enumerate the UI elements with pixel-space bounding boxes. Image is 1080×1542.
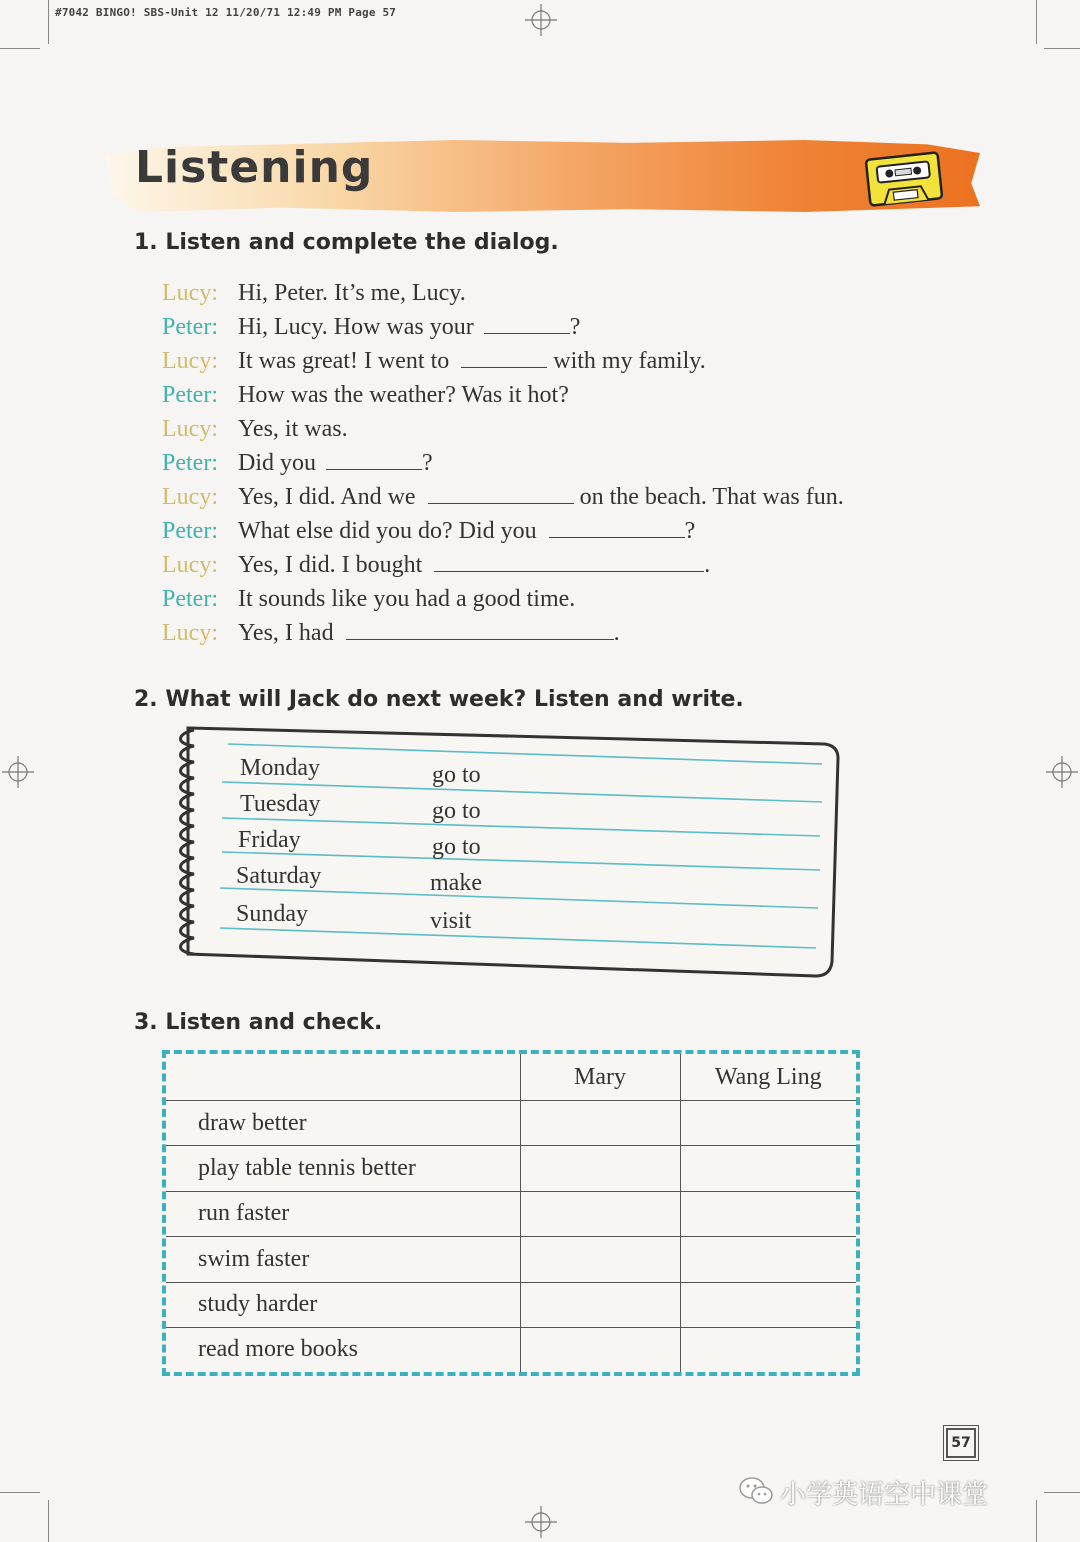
- schedule-day: Tuesday: [240, 791, 321, 817]
- registration-mark-icon: [2, 756, 34, 788]
- dialog-text: Yes, it was.: [238, 416, 348, 442]
- section-1-heading: [134, 230, 559, 255]
- check-cell[interactable]: [680, 1101, 856, 1146]
- speaker-label: Lucy:: [162, 348, 218, 374]
- activity-label: study harder: [166, 1282, 520, 1327]
- section-title: What will Jack do next week? Listen and write.: [165, 687, 744, 712]
- table-row: [166, 1191, 856, 1236]
- speaker-label: Lucy:: [162, 484, 218, 510]
- dialog-text: How was the weather? Was it hot?: [238, 382, 569, 408]
- crop-mark: [1044, 48, 1080, 49]
- section-title: Listen and check.: [165, 1010, 383, 1035]
- watermark: 小学英语空中课堂: [780, 1480, 989, 1510]
- dialog-text: ?: [422, 450, 433, 476]
- dialog-text: Yes, I had: [238, 620, 334, 646]
- schedule-day: Friday: [238, 827, 301, 853]
- activity-label: run faster: [166, 1191, 520, 1236]
- table-header-wang-ling: Wang Ling: [680, 1054, 856, 1101]
- section-title: Listen and complete the dialog.: [165, 230, 559, 255]
- dialog-line: [162, 446, 433, 480]
- schedule-prompt: visit: [430, 908, 472, 934]
- check-cell[interactable]: [520, 1282, 680, 1327]
- dialog-text: It sounds like you had a good time.: [238, 586, 576, 612]
- check-cell[interactable]: [520, 1237, 680, 1282]
- dialog-line: [162, 344, 706, 378]
- crop-mark: [48, 1500, 49, 1542]
- table-header-mary: Mary: [520, 1054, 680, 1101]
- dialog-text: It was great! I went to: [238, 348, 450, 374]
- table-row: [166, 1101, 856, 1146]
- section-3-heading: [134, 1010, 382, 1035]
- answer-blank[interactable]: [346, 619, 614, 640]
- speaker-label: Peter:: [162, 518, 218, 544]
- crop-mark: [48, 0, 49, 44]
- activity-label: play table tennis better: [166, 1146, 520, 1191]
- answer-blank[interactable]: [461, 347, 547, 368]
- page-title: Listening: [135, 142, 374, 193]
- section-number: 3.: [134, 1010, 158, 1035]
- check-cell[interactable]: [520, 1101, 680, 1146]
- activity-label: read more books: [166, 1327, 520, 1372]
- dialog-line: [162, 582, 575, 616]
- speaker-label: Peter:: [162, 382, 218, 408]
- registration-mark-icon: [525, 1506, 557, 1538]
- dialog-text: ?: [569, 314, 581, 340]
- dialog-line: [162, 310, 580, 344]
- speaker-label: Peter:: [162, 314, 218, 340]
- wechat-icon: [738, 1476, 774, 1506]
- check-cell[interactable]: [680, 1146, 856, 1191]
- dialog-line: [162, 412, 348, 446]
- table-row: [166, 1237, 856, 1282]
- dialog-line: [162, 548, 710, 582]
- table-row: [166, 1282, 856, 1327]
- print-header: #7042 BINGO! SBS-Unit 12 11/20/71 12:49 PM Page 57: [55, 6, 397, 19]
- activity-label: draw better: [166, 1101, 520, 1146]
- registration-mark-icon: [1046, 756, 1078, 788]
- table-row: [166, 1327, 856, 1372]
- crop-mark: [1036, 0, 1037, 44]
- section-number: 1.: [134, 230, 158, 255]
- dialog-text: Hi, Peter. It’s me, Lucy.: [238, 280, 466, 306]
- dialog-text: .: [613, 620, 620, 646]
- dialog-text: Hi, Lucy. How was your: [238, 314, 474, 340]
- speaker-label: Lucy:: [162, 620, 218, 646]
- dialog-text: Yes, I did. And we: [238, 484, 416, 510]
- dialog-text: Yes, I did. I bought: [238, 552, 423, 578]
- dialog-text: .: [704, 552, 711, 578]
- schedule-prompt: make: [430, 870, 482, 896]
- schedule-prompt: go to: [432, 798, 481, 824]
- dialog-text: on the beach. That was fun.: [579, 484, 844, 510]
- check-cell[interactable]: [520, 1146, 680, 1191]
- check-cell[interactable]: [520, 1327, 680, 1372]
- cassette-icon: [862, 150, 946, 208]
- dialog-line: [162, 378, 569, 412]
- registration-mark-icon: [525, 4, 557, 36]
- crop-mark: [1036, 1500, 1037, 1542]
- check-table: [162, 1050, 860, 1376]
- dialog-text: Did you: [238, 450, 316, 476]
- table-row: [166, 1146, 856, 1191]
- answer-blank[interactable]: [484, 313, 570, 334]
- answer-blank[interactable]: [549, 517, 685, 538]
- check-cell[interactable]: [680, 1282, 856, 1327]
- table-header-blank: [166, 1054, 520, 1101]
- dialog-text: with my family.: [553, 348, 706, 374]
- schedule-day: Sunday: [236, 901, 308, 927]
- check-cell[interactable]: [680, 1327, 856, 1372]
- schedule-prompt: go to: [432, 834, 481, 860]
- schedule-day: Monday: [240, 755, 320, 781]
- dialog-line: [162, 514, 695, 548]
- crop-mark: [1044, 1492, 1080, 1493]
- check-cell[interactable]: [520, 1191, 680, 1236]
- activity-label: swim faster: [166, 1237, 520, 1282]
- section-number: 2.: [134, 687, 158, 712]
- dialog-line: [162, 276, 466, 310]
- speaker-label: Lucy:: [162, 416, 218, 442]
- schedule-prompt: go to: [432, 762, 481, 788]
- page-number: 57: [946, 1428, 976, 1458]
- speaker-label: Lucy:: [162, 552, 218, 578]
- answer-blank[interactable]: [326, 449, 422, 470]
- speaker-label: Peter:: [162, 586, 218, 612]
- speaker-label: Lucy:: [162, 280, 218, 306]
- dialog-text: What else did you do? Did you: [238, 518, 537, 544]
- dialog-line: [162, 616, 620, 650]
- crop-mark: [0, 1492, 40, 1493]
- speaker-label: Peter:: [162, 450, 218, 476]
- check-cell[interactable]: [680, 1237, 856, 1282]
- crop-mark: [0, 48, 40, 49]
- answer-blank[interactable]: [434, 551, 704, 572]
- section-2-heading: [134, 687, 744, 712]
- dialog-text: ?: [684, 518, 696, 544]
- check-cell[interactable]: [680, 1191, 856, 1236]
- schedule-day: Saturday: [236, 863, 322, 889]
- dialog-line: [162, 480, 844, 514]
- answer-blank[interactable]: [428, 483, 574, 504]
